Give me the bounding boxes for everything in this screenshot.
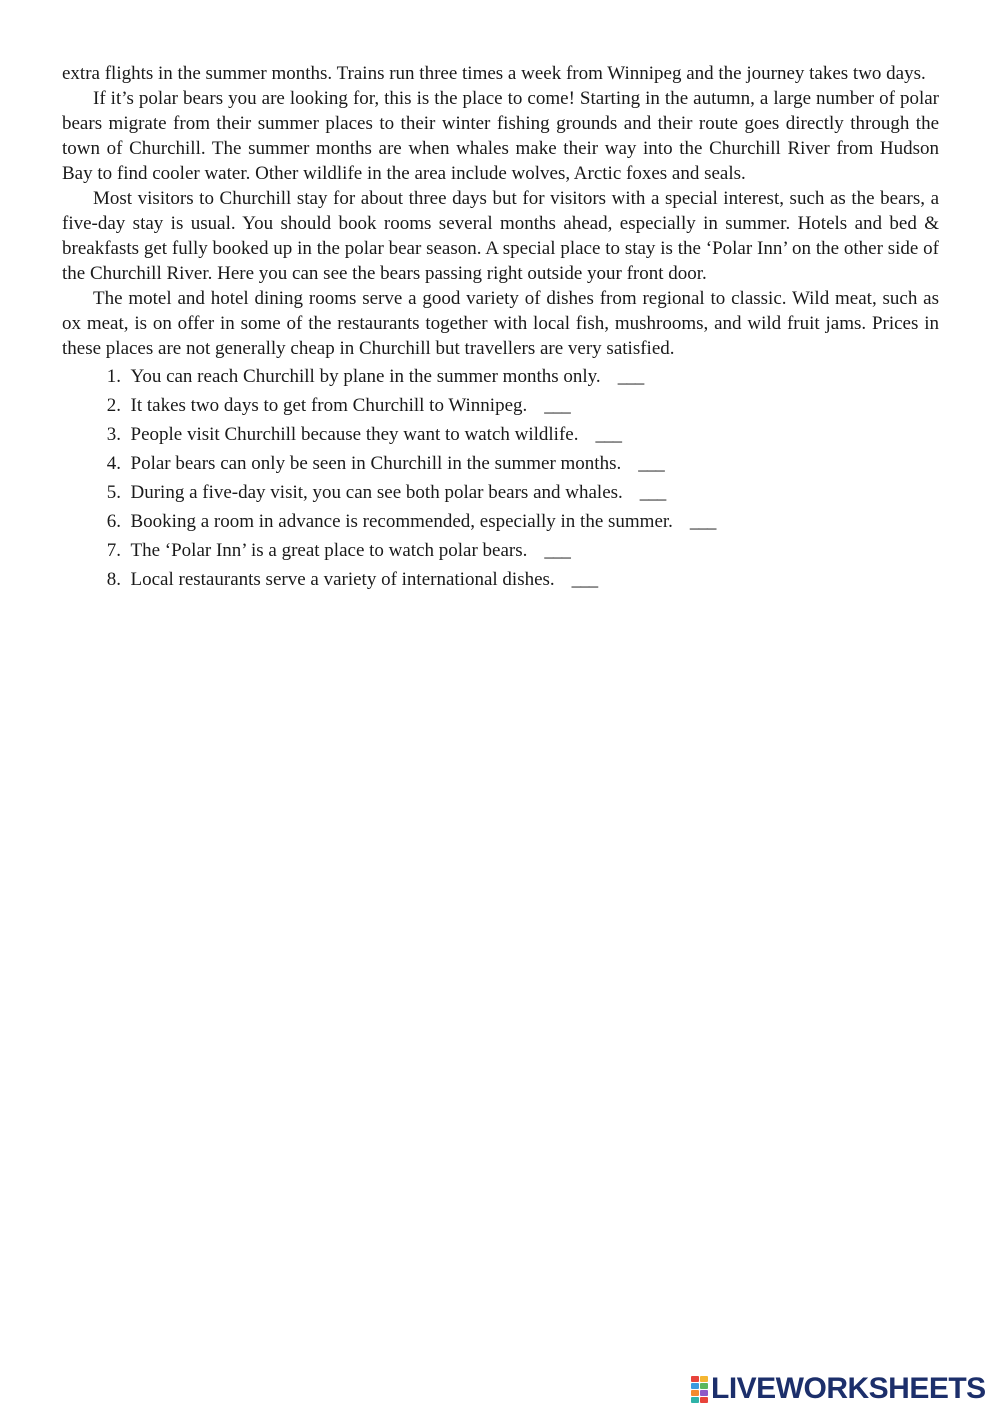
question-number: 4. xyxy=(106,453,121,474)
question-text: The ‘Polar Inn’ is a great place to watch polar bears. xyxy=(130,540,528,561)
question-number: 5. xyxy=(106,482,121,503)
question-number: 2. xyxy=(106,395,121,416)
question-item xyxy=(62,420,939,449)
question-number: 1. xyxy=(106,366,121,387)
question-number: 6. xyxy=(106,511,121,532)
answer-blank[interactable]: ___ xyxy=(617,366,644,387)
logo-icon-tile xyxy=(691,1390,699,1396)
liveworksheets-logo xyxy=(690,1374,986,1404)
question-item xyxy=(62,536,939,565)
logo-icon-tile xyxy=(700,1390,708,1396)
question-number: 8. xyxy=(106,569,121,590)
question-item xyxy=(62,362,939,391)
question-text: It takes two days to get from Churchill to Winnipeg. xyxy=(130,395,528,416)
question-text: Polar bears can only be seen in Churchill in the summer months. xyxy=(130,453,622,474)
answer-blank[interactable]: ___ xyxy=(689,511,716,532)
logo-icon-tile xyxy=(691,1376,699,1382)
question-text: Booking a room in advance is recommended, especially in the summer. xyxy=(130,511,673,532)
reading-passage xyxy=(62,61,939,594)
answer-blank[interactable]: ___ xyxy=(571,569,598,590)
question-item xyxy=(62,565,939,594)
passage-paragraph-3: Most visitors to Churchill stay for about three days but for visitors with a special interest, such as the bears, a five-day stay is usual. You should book rooms several months ahead, especially in summer. Hotels and bed & breakfasts get fully booked up in the polar bear season. A special place to stay is the ‘Polar Inn’ on the other side of the Churchill River. Here you can see the bears passing right outside your front door. xyxy=(62,188,939,284)
answer-blank[interactable]: ___ xyxy=(639,482,666,503)
logo-text: LIVEWORKSHEETS xyxy=(711,1372,986,1405)
question-item xyxy=(62,478,939,507)
logo-icon-tile xyxy=(700,1383,708,1389)
question-item xyxy=(62,507,939,536)
logo-icon-tile xyxy=(691,1383,699,1389)
logo-icon-tile xyxy=(700,1397,708,1403)
question-item xyxy=(62,449,939,478)
passage-paragraph-1: extra flights in the summer months. Trains run three times a week from Winnipeg and the journey takes two days. xyxy=(62,63,926,84)
question-item xyxy=(62,391,939,420)
question-text: Local restaurants serve a variety of international dishes. xyxy=(130,569,555,590)
passage-paragraph-2: If it’s polar bears you are looking for, this is the place to come! Starting in the autumn, a large number of polar bears migrate from their summer places to their winter fishing grounds and their route goes directly through the town of Churchill. The summer months are when whales make their way into the Churchill River from Hudson Bay to find cooler water. Other wildlife in the area include wolves, Arctic foxes and seals. xyxy=(62,88,939,184)
answer-blank[interactable]: ___ xyxy=(544,395,570,416)
answer-blank[interactable]: ___ xyxy=(595,424,621,445)
logo-icon-tile xyxy=(691,1397,699,1403)
answer-blank[interactable]: ___ xyxy=(638,453,664,474)
true-false-questions xyxy=(62,362,939,594)
answer-blank[interactable]: ___ xyxy=(544,540,570,561)
question-text: During a five-day visit, you can see both polar bears and whales. xyxy=(130,482,623,503)
question-text: People visit Churchill because they want to watch wildlife. xyxy=(130,424,579,445)
passage-paragraph-4: The motel and hotel dining rooms serve a good variety of dishes from regional to classic. Wild meat, such as ox meat, is on offer in some of the restaurants together with local fish, mushrooms, and wild fruit jams. Prices in these places are not generally cheap in Churchill but travellers are very satisfied. xyxy=(62,288,939,359)
question-number: 3. xyxy=(106,424,121,445)
liveworksheets-logo-icon xyxy=(690,1375,708,1403)
logo-icon-tile xyxy=(700,1376,708,1382)
question-number: 7. xyxy=(106,540,121,561)
question-text: You can reach Churchill by plane in the summer months only. xyxy=(130,366,601,387)
